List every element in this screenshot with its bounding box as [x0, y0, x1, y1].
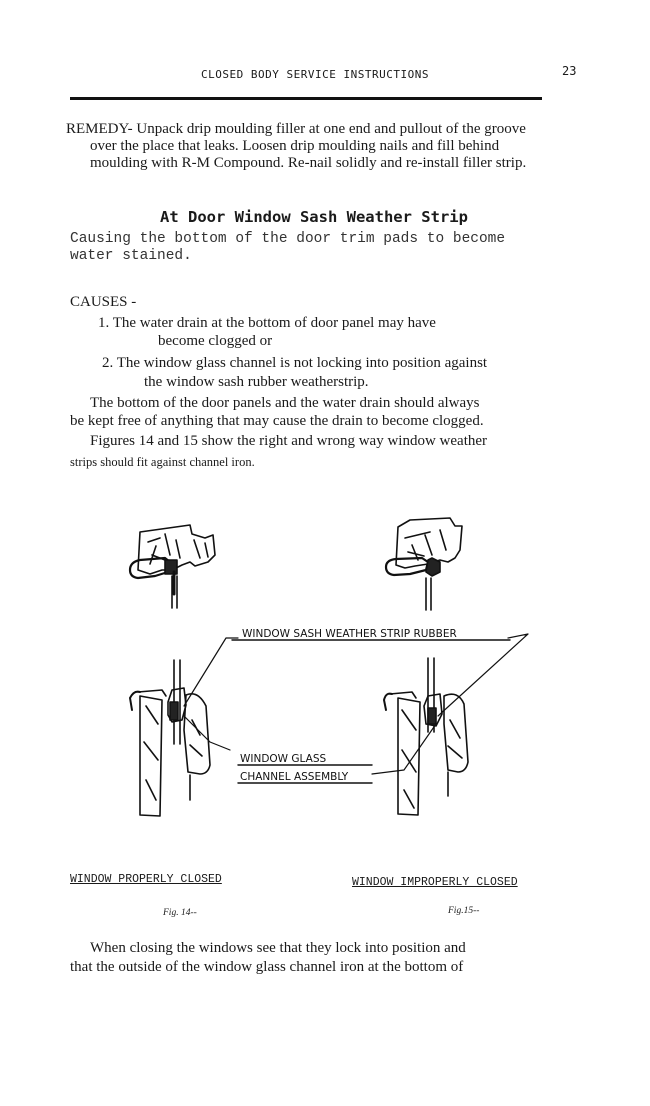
closing-line-1: When closing the windows see that they lock into position and — [90, 940, 466, 956]
remedy-line-2: over the place that leaks. Loosen drip moulding nails and fill behind — [90, 138, 500, 154]
fig-14-label: Fig. 14-- — [163, 908, 197, 918]
drain-para-line-1: The bottom of the door panels and the water drain should always — [90, 395, 480, 411]
left-sash-section — [130, 525, 215, 608]
closing-line-2: that the outside of the window glass channel iron at the bottom of — [70, 959, 464, 975]
cause-1-line-1: 1. The water drain at the bottom of door panel may have — [98, 315, 436, 331]
page-number: 23 — [562, 64, 577, 78]
caption-improperly-closed: WINDOW IMPROPERLY CLOSED — [352, 876, 518, 889]
remedy-line-3: moulding with R-M Compound. Re-nail solidly and re-install filler strip. — [90, 155, 527, 171]
section-heading: At Door Window Sash Weather Strip — [160, 208, 468, 226]
subtitle-line-1: Causing the bottom of the door trim pads to become — [70, 231, 506, 247]
leader-lines — [184, 634, 528, 783]
fig-15-label: Fig.15-- — [448, 906, 480, 916]
running-header: CLOSED BODY SERVICE INSTRUCTIONS — [201, 68, 429, 81]
right-sash-section — [386, 518, 462, 610]
remedy-paragraph — [66, 121, 581, 172]
cause-2-line-2: the window sash rubber weatherstrip. — [144, 374, 369, 390]
label-window-glass: WINDOW GLASS — [240, 753, 327, 765]
weatherstrip-diagram — [110, 510, 550, 840]
label-channel-assembly: CHANNEL ASSEMBLY — [240, 771, 349, 783]
remedy-line-1: REMEDY- Unpack drip moulding filler at one end and pullout of the groove — [66, 121, 526, 137]
header-rule — [70, 97, 542, 100]
caption-properly-closed: WINDOW PROPERLY CLOSED — [70, 873, 222, 886]
section-subtitle — [70, 231, 580, 265]
drain-para-line-2: be kept free of anything that may cause the drain to become clogged. — [70, 413, 484, 429]
label-weather-strip-rubber: WINDOW SASH WEATHER STRIP RUBBER — [242, 628, 457, 640]
figures-para-line-2: strips should fit against channel iron. — [70, 455, 255, 469]
figures-para-line-1: Figures 14 and 15 show the right and wrong way window weather — [90, 433, 488, 449]
causes-label: CAUSES - — [70, 294, 137, 310]
cause-1-line-2: become clogged or — [158, 333, 273, 349]
right-door-section — [384, 658, 468, 815]
subtitle-line-2: water stained. — [70, 248, 192, 264]
cause-2-line-1: 2. The window glass channel is not locking into position against — [102, 355, 488, 371]
